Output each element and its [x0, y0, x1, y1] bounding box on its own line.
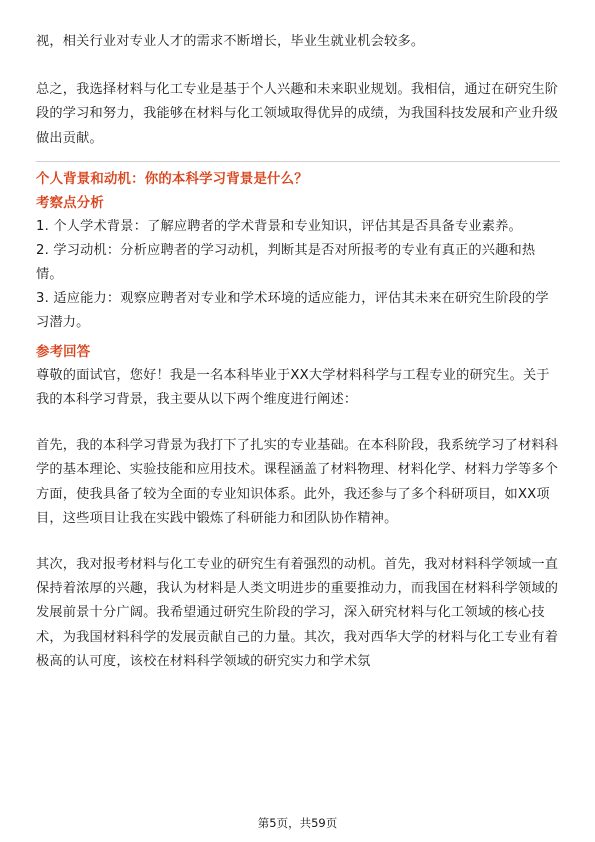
answer-opening-paragraph: 尊敬的面试官，您好！我是一名本科毕业于XX大学材料科学与工程专业的研究生。关于我的本科学习背景，我主要从以下两个维度进行阐述：	[36, 367, 550, 408]
answer-heading: 参考回答	[36, 344, 91, 360]
section-divider	[36, 161, 560, 162]
analysis-item-3: 3. 适应能力：观察应聘者对专业和学术环境的适应能力，评估其未来在研究生阶段的学习潜力。	[36, 290, 549, 330]
spacer	[36, 412, 560, 434]
analysis-heading: 考察点分析	[36, 195, 104, 211]
intro-tail-paragraph: 视，相关行业对专业人才的需求不断增长，毕业生就业机会较多。	[36, 34, 425, 49]
spacer	[36, 531, 560, 553]
question-heading: 个人背景和动机：你的本科学习背景是什么？	[36, 171, 308, 187]
summary-paragraph: 总之，我选择材料与化工专业是基于个人兴趣和未来职业规划。我相信，通过在研究生阶段的学习和努力，我能够在材料与化工领域取得优异的成绩，为我国科技发展和产业升级做出贡献。	[36, 82, 559, 146]
answer-paragraph-2: 其次，我对报考材料与化工专业的研究生有着强烈的动机。首先，我对材料科学领域一直保持着浓厚的兴趣，我认为材料是人类文明进步的重要推动力，而我国在材料科学领域的发展前景十分广阔。我希望通过研究生阶段的学习，深入研究材料与化工领域的核心技术，为我国材料科学的发展贡献自己的力量。其次，我对西华大学的材料与化工专业有着极高的认可度，该校在材料科学领域的研究实力和学术氛	[36, 557, 559, 669]
analysis-item-2: 2. 学习动机：分析应聘者的学习动机，判断其是否对所报考的专业有真正的兴趣和热情。	[36, 242, 536, 282]
page-number-footer: 第5页，共59页	[257, 816, 338, 830]
document-content	[36, 30, 560, 674]
spacer	[36, 54, 560, 78]
answer-paragraph-1: 首先，我的本科学习背景为我打下了扎实的专业基础。在本科阶段，我系统学习了材料科学的基本理论、实验技能和应用技术。课程涵盖了材料物理、材料化学、材料力学等多个方面，使我具备了较为全面的专业知识体系。此外，我还参与了多个科研项目，如XX项目，这些项目让我在实践中锻炼了科研能力和团队协作精神。	[36, 438, 559, 526]
analysis-item-1: 1. 个人学术背景：了解应聘者的学术背景和专业知识，评估其是否具备专业素养。	[36, 218, 522, 234]
